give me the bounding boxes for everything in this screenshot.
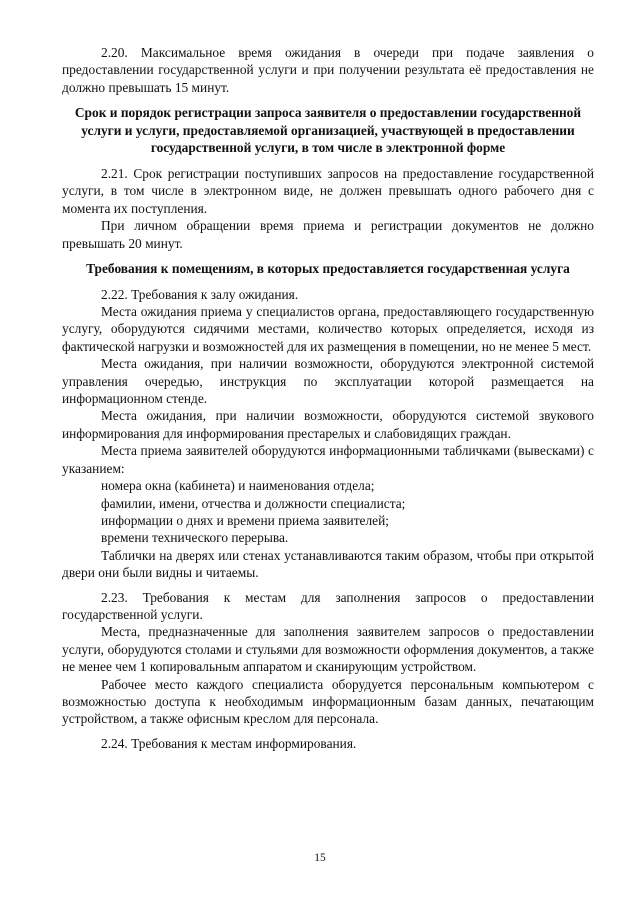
paragraph-2-22: 2.22. Требования к залу ожидания.: [101, 286, 299, 302]
paragraph-waiting-places: Места ожидания приема у специалистов органа, предоставляющего государственную услугу, оборудуются сидячими местами, количество которых определяется, исходя из фактической нагрузки и возможностей для их размещения в помещении, но не менее 5 мест.: [62, 304, 594, 354]
paragraph-electronic-queue: Места ожидания, при наличии возможности, оборудуются электронной системой управления очередью, инструкция по эксплуатации которой размещается на информационном стенде.: [62, 356, 594, 407]
paragraph-tablets: Таблички на дверях или стенах устанавливаются таким образом, чтобы при открытой двери они были видны и читаемы.: [62, 547, 594, 581]
page-number: 15: [314, 852, 326, 864]
section-heading-registration: Срок и порядок регистрации запроса заявителя о предоставлении государственной услуги и услуги, предоставляемой организацией, участвующей в предоставлении государственной услуги, в том числе в электронной форме: [74, 105, 582, 156]
paragraph-2-23: 2.23. Требования к местам для заполнения запросов о предоставлении государственной услуги.: [62, 589, 594, 622]
list-item: времени технического перерыва.: [101, 530, 289, 546]
paragraph-filling-places: Места, предназначенные для заполнения заявителем запросов о предоставлении услуги, оборудуются столами и стульями для возможности оформления документов, а также не менее чем 1 копировальным аппаратом и сканирующим устройством.: [62, 624, 594, 675]
paragraph-2-21: 2.21. Срок регистрации поступивших запросов на предоставление государственной услуги, в том числе в электронном виде, не должен превышать одного рабочего дня с момента их поступления.: [62, 166, 594, 216]
paragraph-2-20: 2.20. Максимальное время ожидания в очереди при подаче заявления о предоставлении государственной услуги и при получении результата её предоставления не должно превышать 15 минут.: [62, 45, 594, 95]
list-item: номера окна (кабинета) и наименования отдела;: [101, 478, 375, 494]
paragraph-sound-system: Места ожидания, при наличии возможности, оборудуются системой звукового информирования для информирования престарелых и слабовидящих граждан.: [62, 408, 594, 441]
paragraph-personal-visit: При личном обращении время приема и регистрации документов не должно превышать 20 минут.: [62, 218, 594, 251]
document-page: [62, 44, 594, 752]
paragraph-workplace: Рабочее место каждого специалиста оборудуется персональным компьютером с возможностью доступа к необходимым информационным базам данных, печатающим устройством, а также офисным креслом для персонала.: [62, 676, 594, 727]
list-item: фамилии, имени, отчества и должности специалиста;: [101, 495, 406, 511]
paragraph-2-24: 2.24. Требования к местам информирования.: [101, 735, 357, 751]
paragraph-reception-places: Места приема заявителей оборудуются информационными табличками (вывесками) с указанием:: [62, 443, 594, 476]
section-heading-premises: Требования к помещениям, в которых предоставляется государственная услуга: [86, 261, 570, 277]
list-item: информации о днях и времени приема заявителей;: [101, 512, 389, 528]
